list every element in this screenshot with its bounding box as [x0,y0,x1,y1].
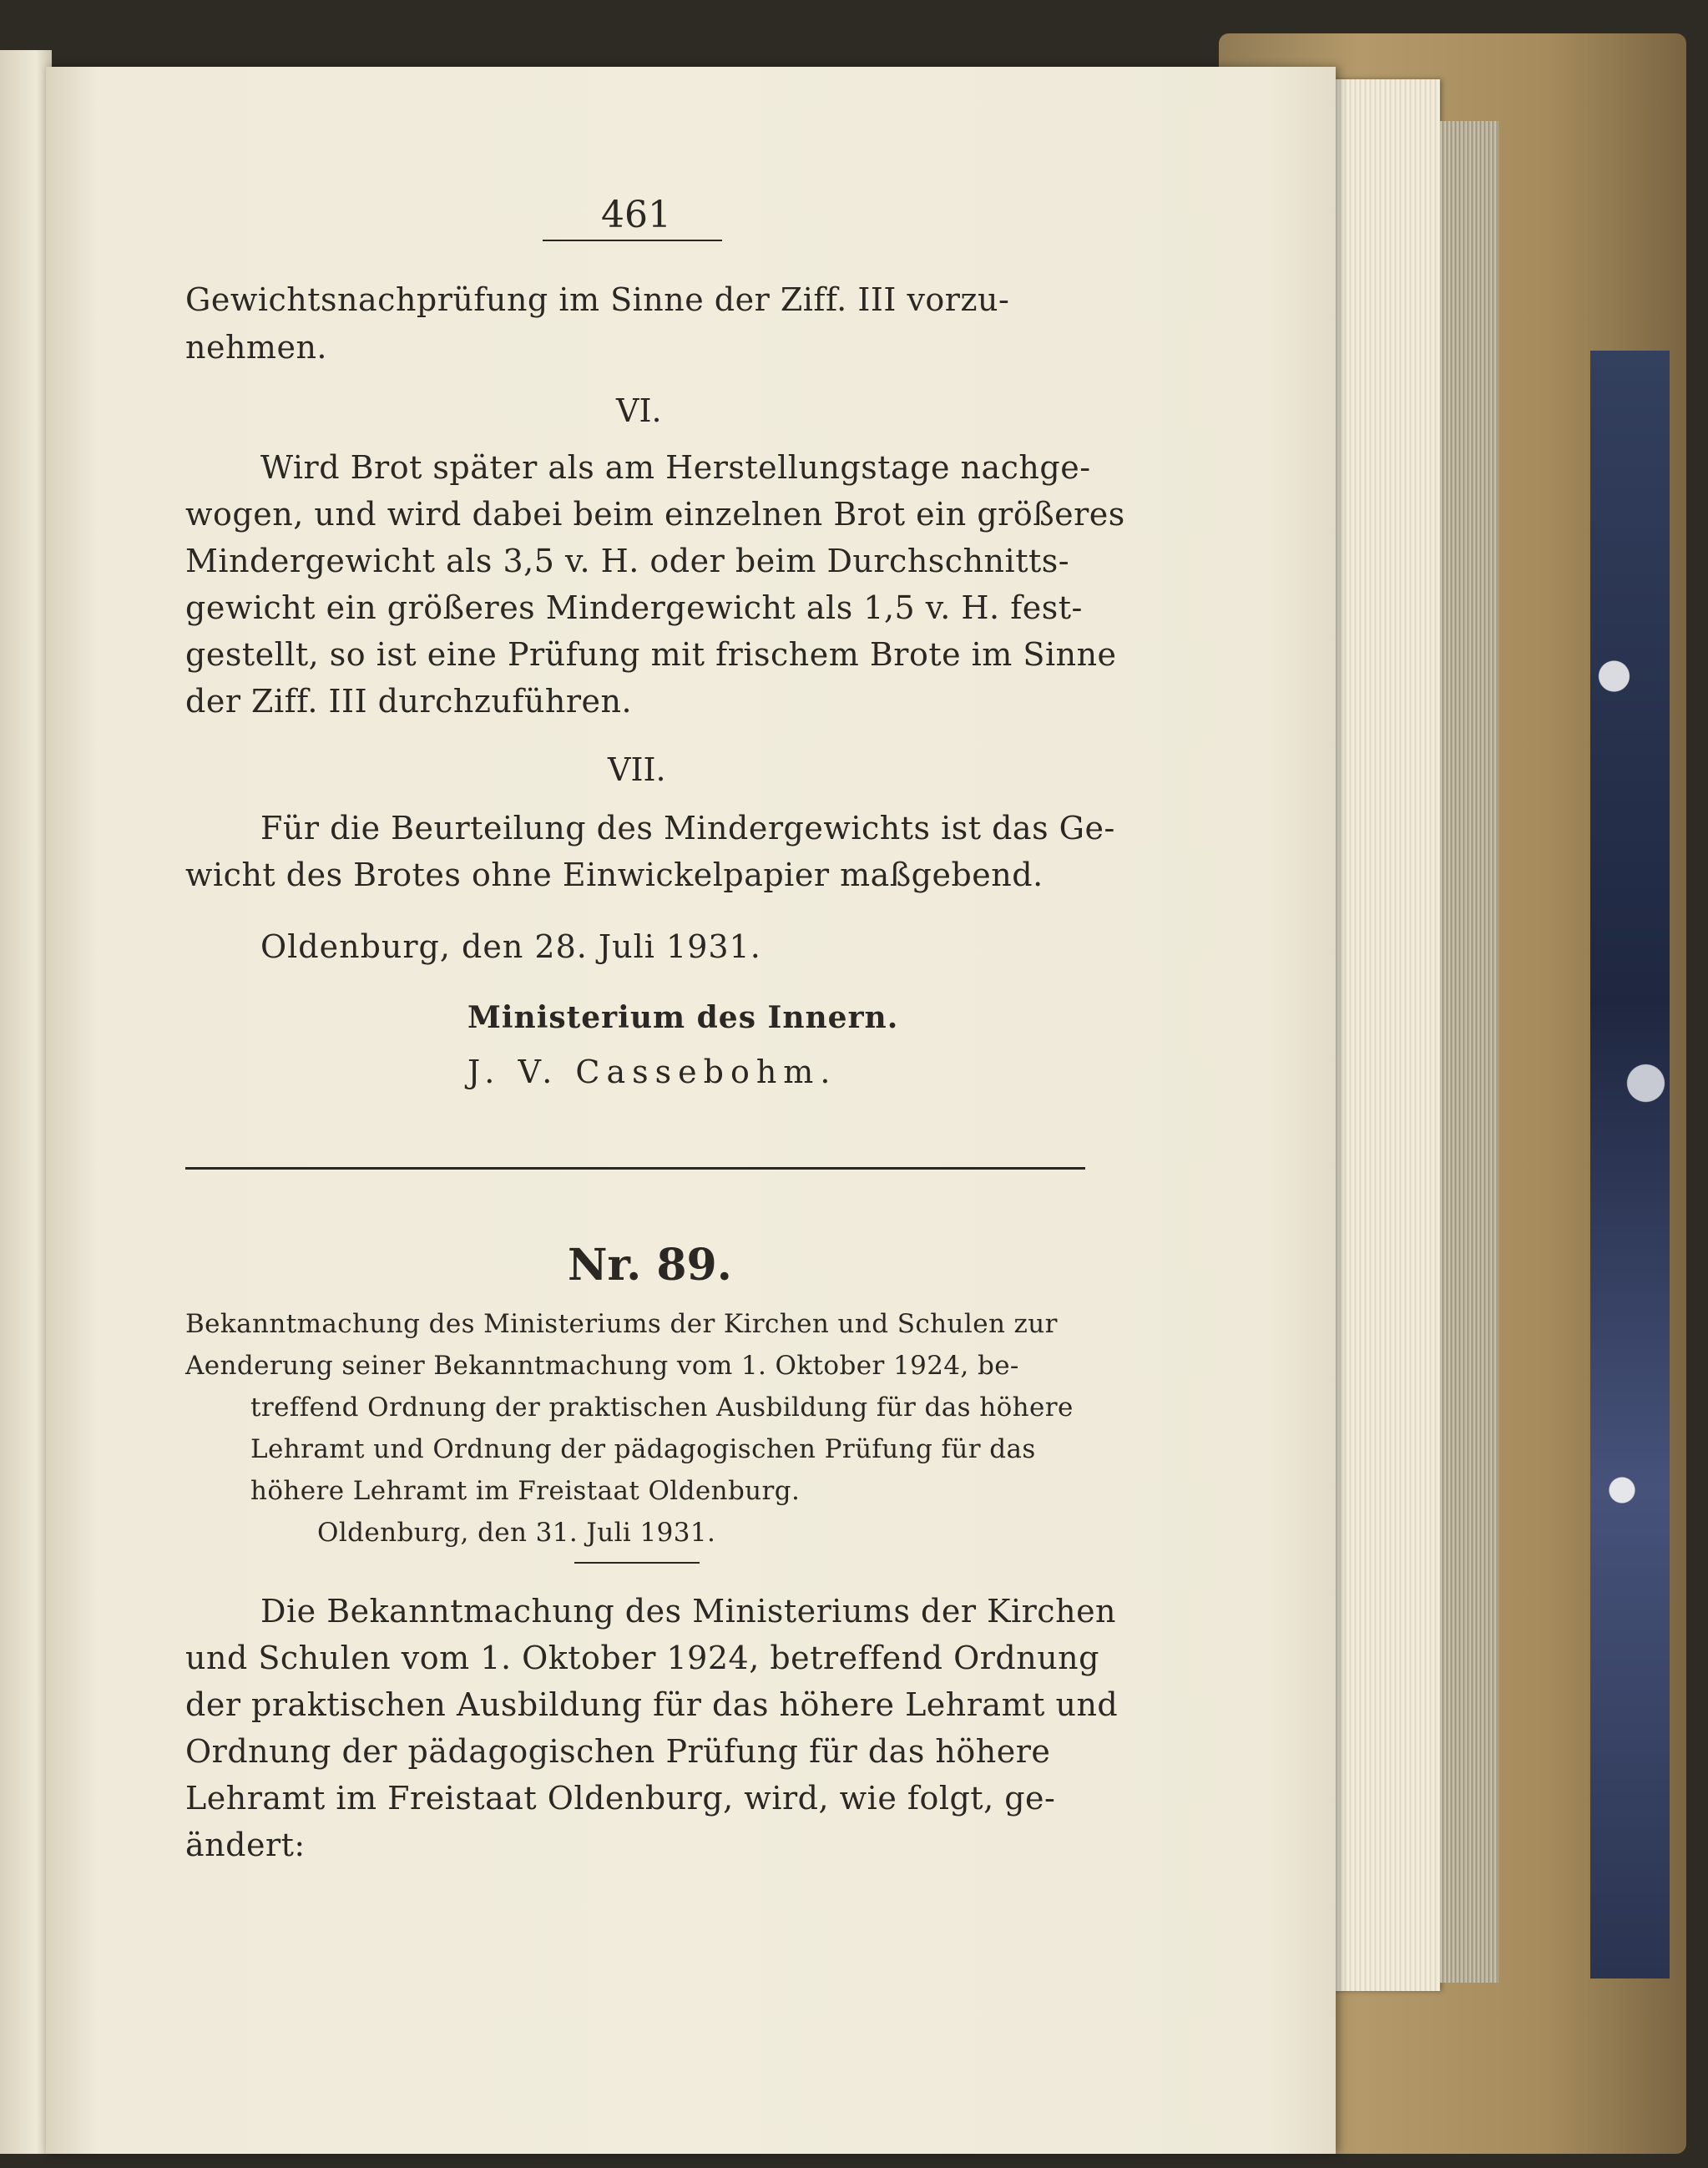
page-number-rule [543,240,722,241]
text-line: Wird Brot später als am Herstellungstage nachge- [260,449,1091,486]
page-number: 461 [601,194,671,236]
notice-title-line: treffend Ordnung der praktischen Ausbildung für das höhere [250,1392,1074,1423]
text-line: wicht des Brotes ohne Einwickelpapier maßgebend. [185,857,1043,893]
text-line: der praktischen Ausbildung für das höhere Lehramt und [185,1686,1119,1723]
notice-title-line: höhere Lehramt im Freistaat Oldenburg. [250,1476,801,1506]
text-line: Für die Beurteilung des Mindergewichts ist das Ge- [260,810,1115,846]
text-line: nehmen. [185,329,328,366]
text-line: Die Bekanntmachung des Ministeriums der Kirchen [260,1593,1117,1630]
notice-short-rule [574,1562,700,1564]
marbled-edge [1590,351,1670,1978]
text-line: Gewichtsnachprüfung im Sinne der Ziff. III vorzu- [185,281,1010,318]
text-line: wogen, und wird dabei beim einzelnen Brot ein größeres [185,496,1125,533]
text-line: Mindergewicht als 3,5 v. H. oder beim Durchschnitts- [185,543,1070,579]
place-date: Oldenburg, den 28. Juli 1931. [260,928,761,965]
text-line: der Ziff. III durchzuführen. [185,683,633,720]
notice-date: Oldenburg, den 31. Juli 1931. [317,1518,716,1548]
page-stack [1332,79,1440,1991]
notice-title-line: Aenderung seiner Bekanntmachung vom 1. Oktober 1924, be- [185,1351,1019,1381]
notice-number: Nr. 89. [568,1240,732,1291]
text-line: Ordnung der pädagogischen Prüfung für das höhere [185,1733,1051,1770]
notice-title-line: Lehramt und Ordnung der pädagogischen Prüfung für das [250,1434,1036,1464]
left-page-edge [0,50,52,2154]
text-line: ändert: [185,1827,306,1863]
ministry-name: Ministerium des Innern. [467,1000,899,1035]
text-line: Lehramt im Freistaat Oldenburg, wird, wie folgt, ge- [185,1780,1056,1817]
section-heading-vii: VII. [608,751,666,788]
signature: J. V. Cassebohm. [467,1054,837,1090]
notice-title-line: Bekanntmachung des Ministeriums der Kirchen und Schulen zur [185,1309,1058,1339]
section-heading-vi: VI. [616,392,662,429]
section-divider [185,1167,1085,1170]
page-stack-edge [1440,121,1498,1983]
text-line: gewicht ein größeres Mindergewicht als 1,5 v. H. fest- [185,589,1083,626]
text-line: gestellt, so ist eine Prüfung mit frischem Brote im Sinne [185,636,1117,673]
text-line: und Schulen vom 1. Oktober 1924, betreffend Ordnung [185,1640,1099,1676]
